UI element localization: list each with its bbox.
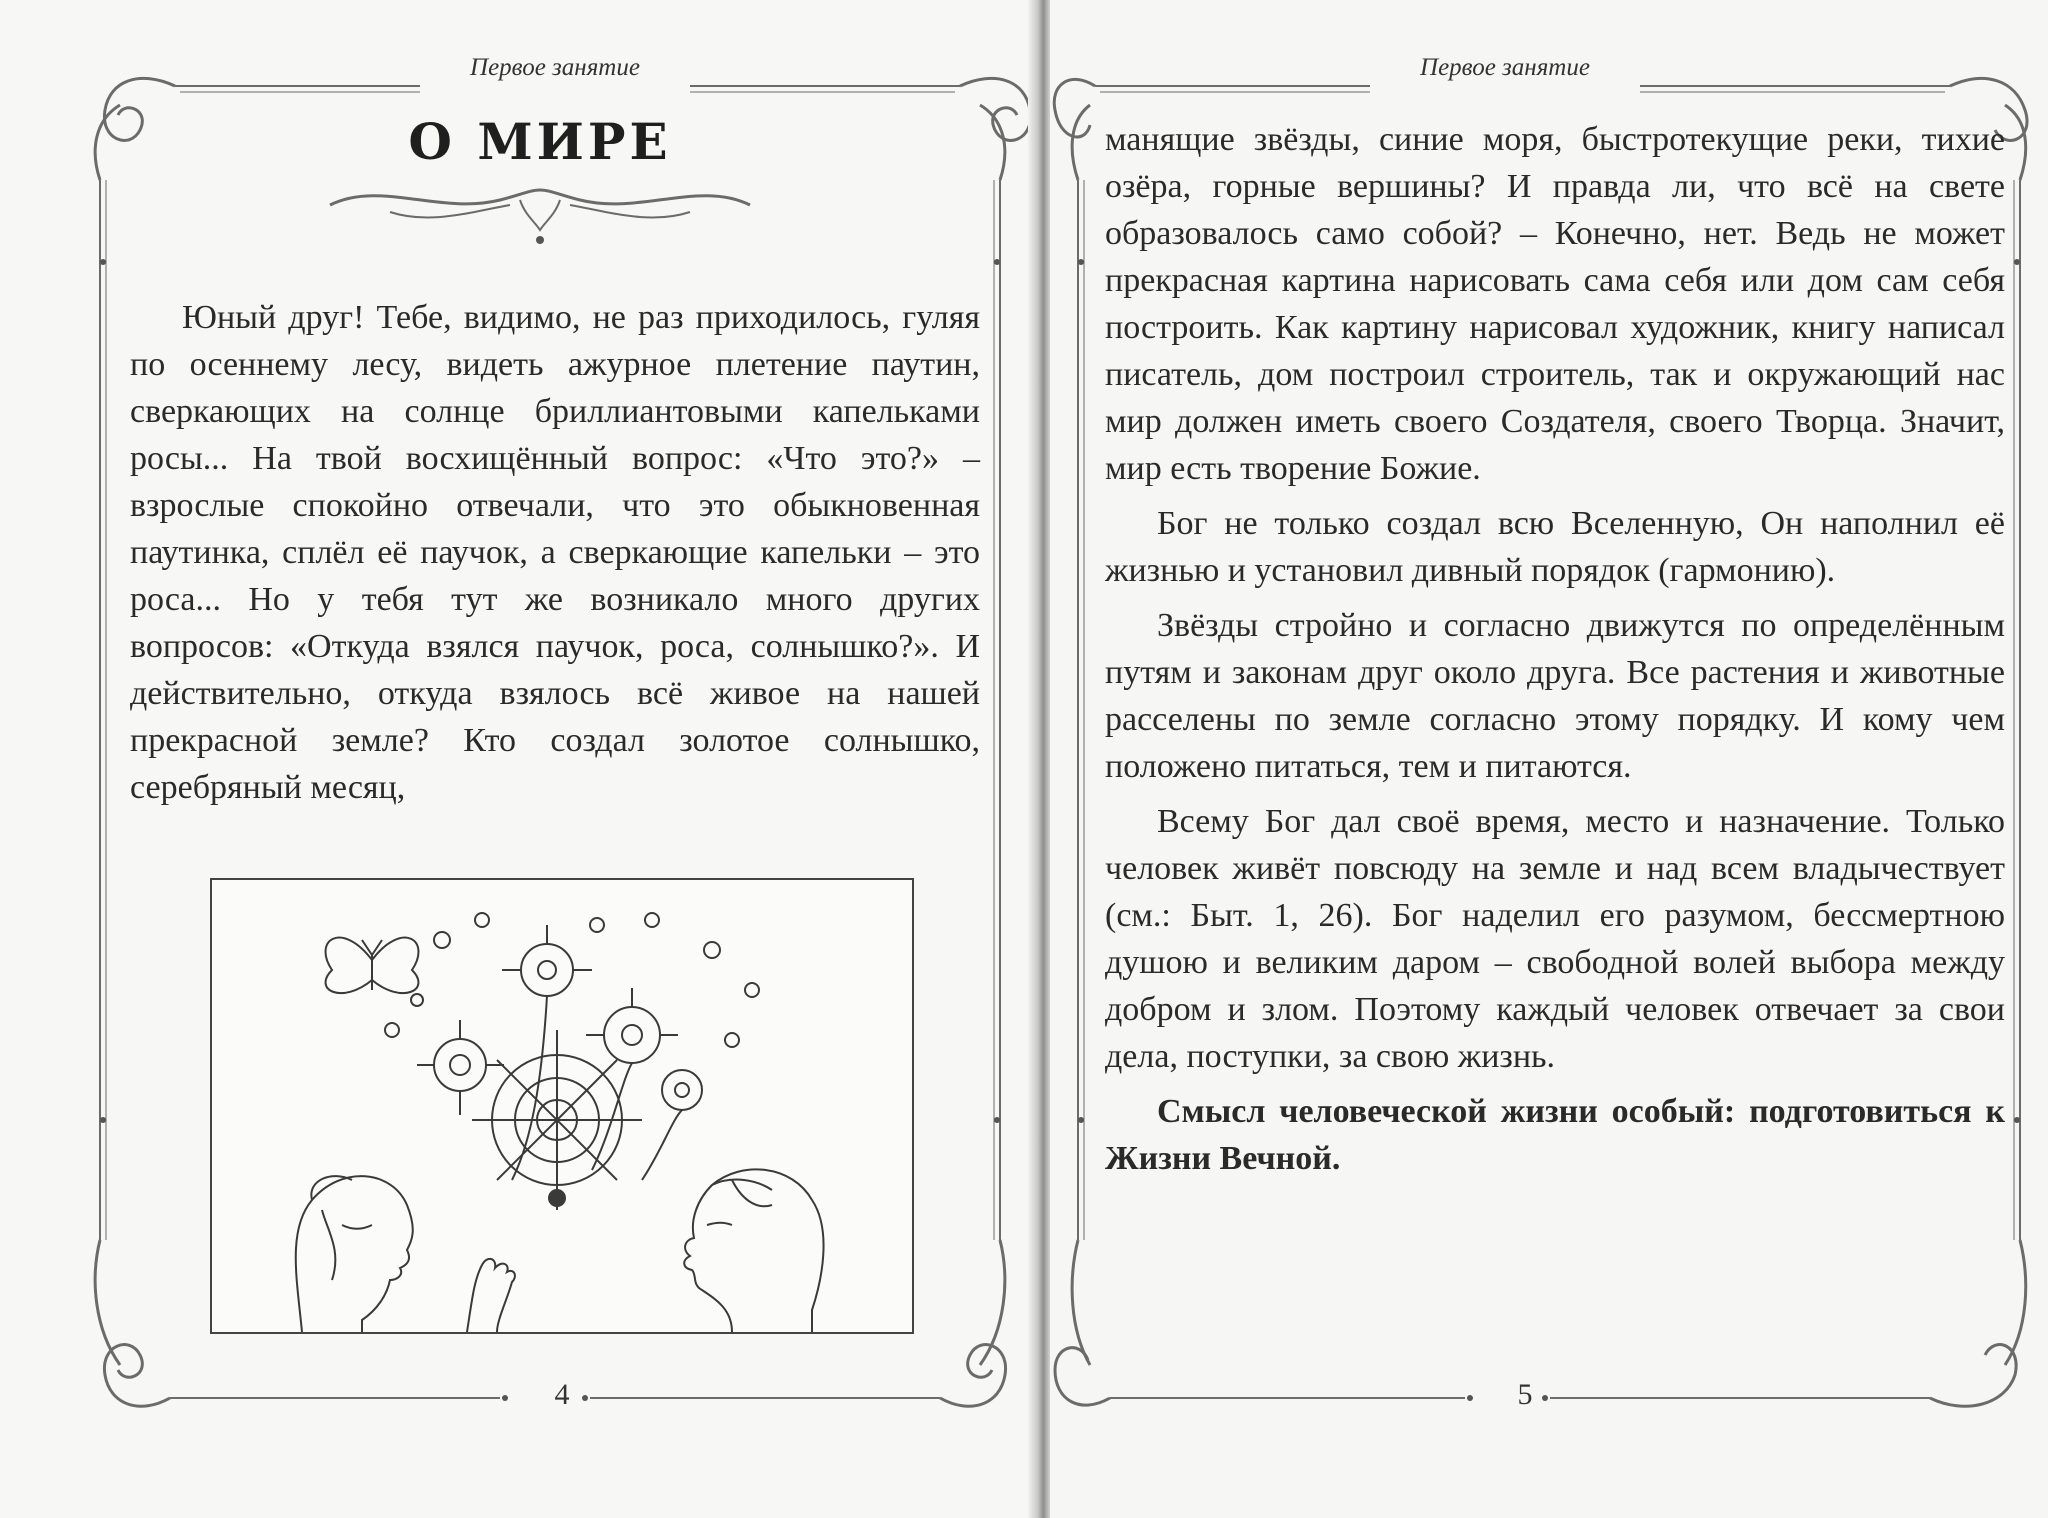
running-head: Первое занятие: [1420, 54, 1590, 81]
flower-icon: [502, 925, 592, 996]
running-head: Первое занятие: [470, 54, 640, 81]
right-page: [1050, 0, 2048, 1518]
paragraph: Всему Бог дал своё время, место и назначение. Только человек живёт повсюду на земле и над всем владычествует (см.: Быт. 1, 26). Бог наделил его разумом, бессмертною душою и великим даром – свободной волей выбора между добром и злом. Поэтому каждый человек отвечает за свои дела, поступки, за свою жизнь.: [1105, 803, 2005, 1075]
right-body-text: [1105, 116, 2005, 1190]
paragraph: Юный друг! Тебе, видимо, не раз приходилось, гуляя по осеннему лесу, видеть ажурное плетение паутин, сверкающих на солнце бриллиантовыми капельками росы... На твой восхищённый вопрос: «Что это?» – взрослые спокойно отвечали, что это обыкновенная паутинка, сплёл её паучок, а сверкающие капельки – это роса... Но у тебя тут же возникало много других вопросов: «Откуда взялся паучок, роса, солнышко?». И действительно, откуда взялось всё живое на нашей прекрасной земле? Кто создал золотое солнышко, серебряный месяц,: [130, 299, 980, 806]
flower-icon: [586, 988, 678, 1063]
paragraph: Смысл человеческой жизни особый: подготовиться к Жизни Вечной.: [1105, 1093, 2005, 1177]
page-number: 5: [1517, 1378, 1533, 1411]
paragraph: Звёзды стройно и согласно движутся по определённым путям и законам друг около друга. Все растения и животные расселены по земле согласно этому порядку. И кому чем положено питаться, тем и питаются.: [1105, 607, 2005, 785]
hand-icon: [467, 1259, 515, 1332]
children-flowers-spiderweb-illustration: [212, 880, 912, 1332]
illustration-frame: [210, 878, 914, 1334]
page-number: 4: [554, 1378, 570, 1411]
flower-icon: [662, 1070, 702, 1110]
chapter-title: О МИРЕ: [408, 112, 672, 171]
girl-face-icon: [296, 1176, 413, 1332]
left-body-text: [130, 294, 980, 819]
spiderweb-icon: [472, 1030, 642, 1210]
butterfly-icon: [326, 938, 419, 993]
flower-icon: [417, 1020, 504, 1115]
boy-face-icon: [684, 1169, 823, 1332]
paragraph: Бог не только создал всю Вселенную, Он наполнил её жизнью и установил дивный порядок (гармонию).: [1105, 505, 2005, 589]
paragraph: манящие звёзды, синие моря, быстротекущие реки, тихие озёра, горные вершины? И правда ли, что всё на свете образовалось само собой? – Конечно, нет. Ведь не может прекрасная картина нарисовать сама себя или дом сам себя построить. Как картину нарисовал художник, книгу написал писатель, дом построил строитель, так и окружающий нас мир должен иметь своего Создателя, своего Творца. Значит, мир есть творение Божие.: [1105, 121, 2005, 487]
